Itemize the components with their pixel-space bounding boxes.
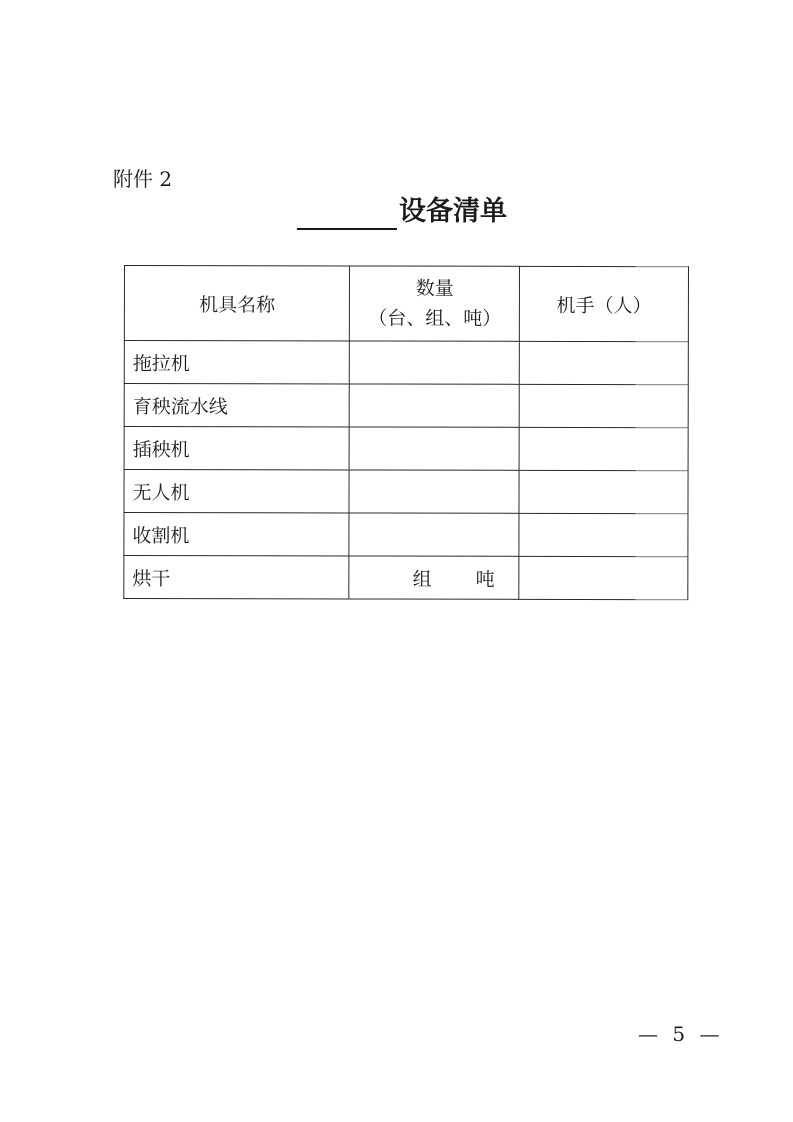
equipment-name-cell: 拖拉机 (124, 341, 350, 384)
operator-cell (519, 384, 688, 427)
quantity-cell (349, 470, 519, 513)
quantity-cell (350, 341, 520, 384)
operator-cell (520, 341, 689, 384)
quantity-cell (350, 427, 520, 470)
operator-cell (519, 427, 688, 470)
header-equipment-name: 机具名称 (124, 266, 350, 341)
header-quantity (350, 266, 520, 341)
table-row (124, 341, 688, 385)
header-operator: 机手（人） (520, 266, 689, 341)
table-row (124, 556, 688, 600)
page-number: — 5 — (638, 1022, 724, 1046)
table-row (124, 384, 688, 428)
table-row (124, 427, 688, 471)
header-quantity-label: 数量 (415, 277, 454, 300)
equipment-name-cell: 烘干 (124, 556, 350, 599)
operator-cell (519, 513, 688, 556)
equipment-table (123, 265, 689, 600)
attachment-label: 附件 2 (113, 167, 173, 191)
table-row (124, 513, 688, 557)
quantity-cell (350, 384, 520, 427)
document-title (297, 190, 507, 230)
equipment-name-cell: 无人机 (124, 470, 350, 513)
table-header-row (124, 266, 688, 342)
equipment-name-cell: 收割机 (124, 513, 350, 556)
equipment-name-cell: 育秧流水线 (124, 384, 350, 427)
title-blank-line (297, 198, 397, 230)
unit-ton-label: 吨 (475, 568, 495, 591)
title-text: 设备清单 (399, 196, 507, 227)
quantity-cell (349, 556, 519, 599)
operator-cell (519, 556, 688, 599)
quantity-cell (349, 513, 519, 556)
equipment-name-cell: 插秧机 (124, 427, 350, 470)
table-row (124, 470, 688, 514)
drying-unit-labels (350, 564, 519, 591)
unit-group-label: 组 (412, 568, 432, 591)
header-quantity-units: （台、组、吨） (368, 307, 502, 330)
operator-cell (519, 470, 688, 513)
